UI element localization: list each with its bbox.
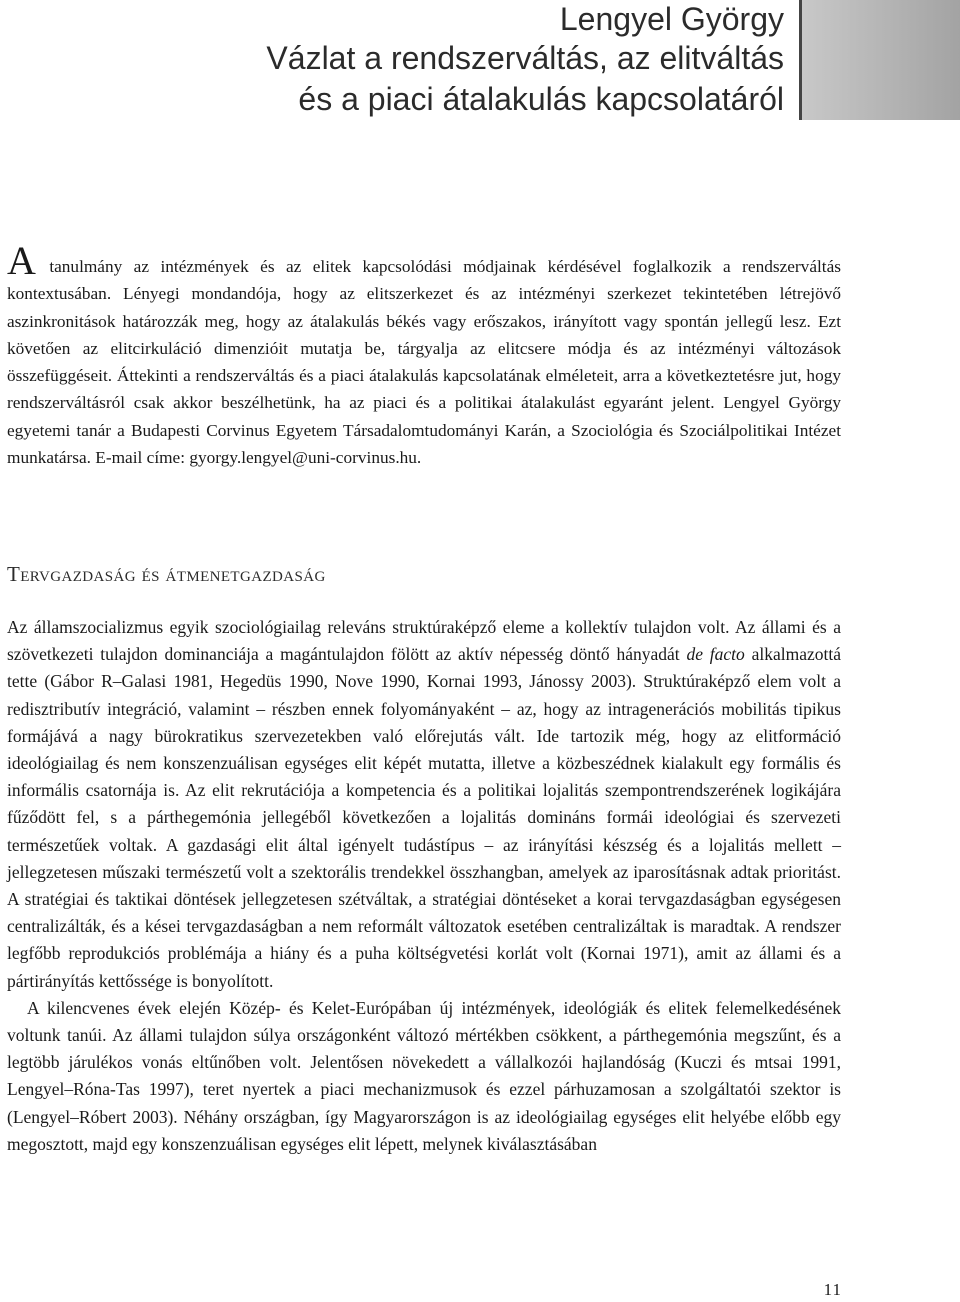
author-name: Lengyel György [559, 1, 784, 37]
paragraph-1 [7, 614, 841, 995]
paragraph-2: A kilencvenes évek elején Közép- és Kelet-Európában új intézmények, ideológiák és elitek felemelkedésének voltunk tanúi. Az állami tulajdon súlya országonként változó mértékben csökkent, a párthegemónia megszűnt, és a legtöbb járulékos vonás eltűnőben volt. Jelentősen növekedett a vállalkozói hajlandóság (Kuczi és mtsai 1991, Lengyel–Róna-Tas 1997), teret nyertek a piaci mechanizmusok és ezzel párhuzamosan a szolgáltatói szektor is (Lengyel–Róbert 2003). Néhány országban, így Magyarországon is az ideológiailag egységes elit helyébe előbb egy megosztott, majd egy konszenzuálisan egységes elit lépett, melynek kiválasztásában [7, 997, 841, 1154]
article-header [164, 0, 784, 120]
page-number: 11 [823, 1280, 842, 1299]
body-text [7, 614, 841, 1158]
paragraph-1-italic: de facto [686, 644, 745, 665]
title-line-2: és a piaci átalakulás kapcsolatáról [298, 81, 784, 117]
section-heading: Tervgazdaság és átmenetgazdaság [7, 562, 326, 586]
paragraph-1-part-2: alkalmazottá tette (Gábor R–Galasi 1981, Hegedüs 1990, Nove 1990, Kornai 1993, Jánossy 2003). Struktúraképző elem volt a redisztributív integráció, valamint – részben ennek folyományaként – az, hogy az intragenerációs mobilitás tipikus formájává a nagy bürokratikus szervezetekben való előrejutás vált. Ide tartozik még, hogy az elitformáció ideológiailag és nem konszenzuálisan egységes elit képét mutatta, illetve a közbeszédnek kialakult egy formális és informális csatornája is. Az elit rekrutációja a kompetencia és a politikai lojalitás szempontrendszerének logikájára fűződött fel, s a párthegemónia jellegéből következően a lojalitás domináns formái ideológiai és szervezeti természetűek voltak. A gazdasági elit által igényelt tudástípus – az irányítási készség és a lojalitás mellett – jellegzetesen műszaki természetű volt a szektorális trendekkel összhangban, amelyek az iparosításnak adtak prioritást. A stratégiai és taktikai döntések jellegzetesen szétváltak, a stratégiai döntéseket a korai tervgazdaságban egységesen centralizálták, és a kései tervgazdaságban a nem reformált változatok esetében centralizáltak is maradtak. A rendszer legfőbb reprodukciós problémája a hiány és a puha költségvetési korlát volt (Kornai 1971), amit az állami és a pártirányítás kettőssége is bonyolított. [7, 644, 841, 991]
drop-cap: A [7, 238, 36, 283]
abstract [7, 238, 841, 471]
abstract-text: tanulmány az intézmények és az elitek kapcsolódási módjainak kérdésével foglalkozik a rendszerváltás kontextusában. Lényegi mondandója, hogy az elitszerkezet és az intézményi szerkezet tekintetében létrejövő aszinkronitások határozzák meg, hogy az átalakulás békés vagy erőszakos, irányított vagy spontán jellegű lesz. Ezt követően az elitcirkuláció dimenzióit mutatja be, tárgyalja az elitcsere módja és az intézményi változások összefüggéseit. Áttekinti a rendszerváltás és a piaci átalakulás kapcsolatának elméleteit, arra a következtetésre jut, hogy rendszerváltásról csak akkor beszélhetünk, ha az piaci és a politikai átalakulást egyaránt jelent. Lengyel György egyetemi tanár a Budapesti Corvinus Egyetem Társadalomtudományi Karán, a Szociológia és Szociálpolitikai Intézet munkatársa. E-mail címe: gyorgy.lengyel@uni-corvinus.hu. [7, 257, 841, 468]
article-title [164, 38, 784, 120]
paragraph-1-part-1: Az államszocializmus egyik szociológiailag releváns struktúraképző eleme a kollektív tulajdon volt. Az állami és a szövetkezeti tulajdon dominanciája a magántulajdon fölött az aktív népesség döntő hányadát [7, 617, 841, 665]
title-line-1: Vázlat a rendszerváltás, az elitváltás [266, 40, 784, 76]
side-tab-decoration [799, 0, 960, 120]
